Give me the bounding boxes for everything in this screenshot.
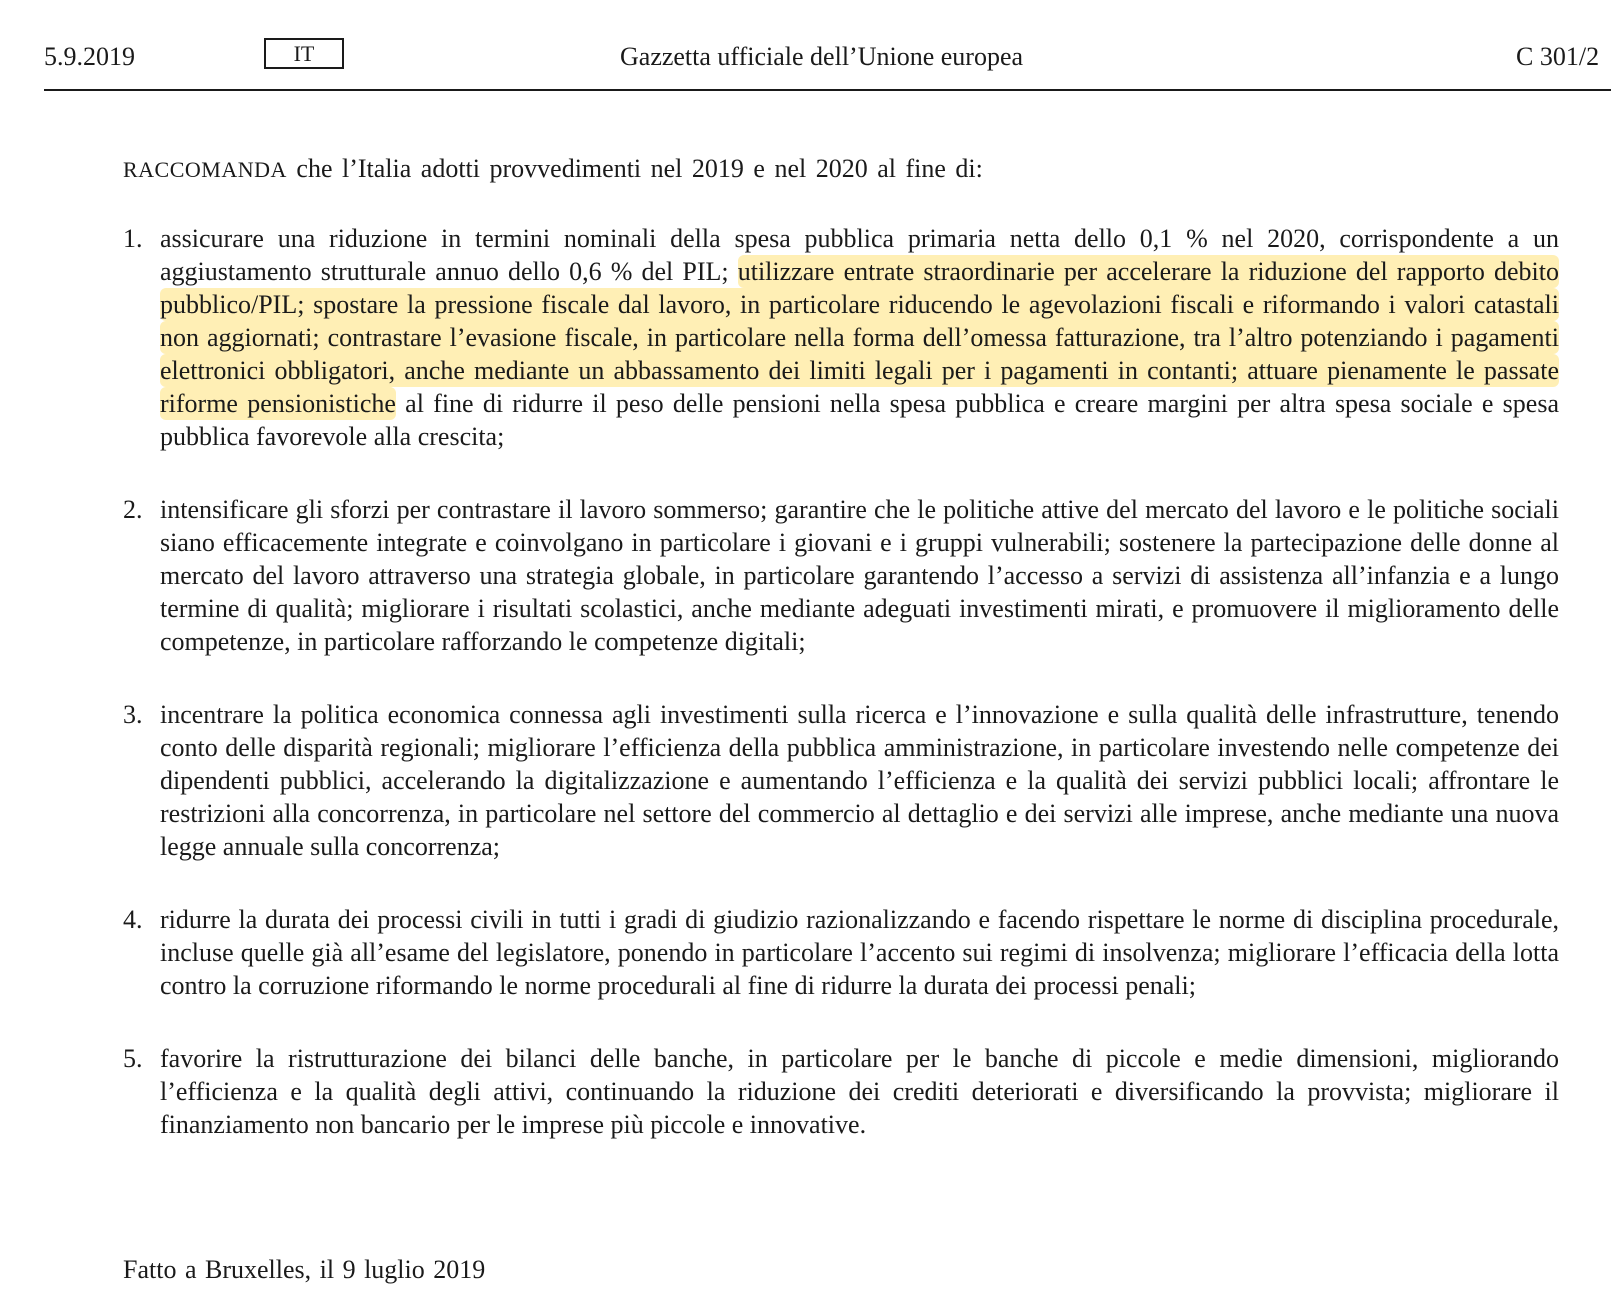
recommendation-item-3 [123,698,1559,863]
header-rule [44,89,1611,91]
item-number: 2. [123,495,143,524]
intro-lead: RACCOMANDA [123,157,287,182]
language-badge: IT [264,38,344,69]
recommendation-item-2 [123,493,1559,658]
recommendation-item-4 [123,903,1559,1002]
item-text-part: assicurare una riduzione in termini nominali della spesa pubblica primaria netta dello 0,1 % nel 2020, corrispondente a un aggiustamento strutturale annuo dello 0,6 % del PIL; [160,224,1559,286]
journal-header [0,0,1611,92]
intro-sentence [123,154,983,184]
item-text: incentrare la politica economica connessa agli investimenti sulla ricerca e l’innovazione e sulla qualità delle infrastrutture, tenendo conto delle disparità regionali; migliorare l’efficienza della pubblica amministrazione, in particolare investendo nelle competenze dei dipendenti pubblici, accelerando la digitalizzazione e aumentando l’efficienza e la qualità dei servizi pubblici locali; affrontare le restrizioni alla concorrenza, in particolare nel settore del commercio al dettaglio e dei servizi alle imprese, anche mediante una nuova legge annuale sulla concorrenza; [160,700,1559,861]
item-number: 3. [123,700,143,729]
journal-reference: C 301/2 [1516,42,1600,71]
recommendation-item-1 [123,222,1559,453]
item-text [160,222,1559,453]
item-text: ridurre la durata dei processi civili in tutti i gradi di giudizio razionalizzando e facendo rispettare le norme di disciplina procedurale, incluse quelle già all’esame del legislatore, ponendo in particolare l’accento sui regimi di insolvenza; migliorare l’efficacia della lotta contro la corruzione riformando le norme procedurali al fine di ridurre la durata dei processi penali; [160,905,1559,1000]
item-number: 4. [123,905,143,934]
intro-rest: che l’Italia adotti provvedimenti nel 2019 e nel 2020 al fine di: [286,154,983,183]
item-text: favorire la ristrutturazione dei bilanci delle banche, in particolare per le banche di piccole e medie dimensioni, migliorando l’efficienza e la qualità degli attivi, continuando la riduzione dei crediti deteriorati e diversificando la provvista; migliorare il finanziamento non bancario per le imprese più piccole e innovative. [160,1044,1559,1139]
item-text: intensificare gli sforzi per contrastare il lavoro sommerso; garantire che le politiche attive del mercato del lavoro e le politiche sociali siano efficacemente integrate e coinvolgano in particolare i giovani e i gruppi vulnerabili; sostenere la partecipazione delle donne al mercato del lavoro attraverso una strategia globale, in particolare garantendo l’accesso a servizi di assistenza all’infanzia e a lungo termine di qualità; migliorare i risultati scolastici, anche mediante adeguati investimenti mirati, e promuovere il miglioramento delle competenze, in particolare rafforzando le competenze digitali; [160,495,1559,656]
recommendation-item-5 [123,1042,1559,1141]
item-text-part: al fine di ridurre il peso delle pensioni nella spesa pubblica e creare margini per altra spesa sociale e spesa pubblica favorevole alla crescita; [160,389,1559,451]
item-number: 5. [123,1044,143,1073]
recommendation-list [123,222,1559,1181]
publication-date: 5.9.2019 [44,42,135,71]
closing-line: Fatto a Bruxelles, il 9 luglio 2019 [123,1255,486,1284]
journal-title: Gazzetta ufficiale dell’Unione europea [620,42,1024,71]
highlighted-text: utilizzare entrate straordinarie per accelerare la riduzione del rapporto debito pubblico/PIL; spostare la pressione fiscale dal lavoro, in particolare riducendo le agevolazioni fiscali e riformando i valori catastali non aggiornati; contrastare l’evasione fiscale, in particolare nella forma dell’omessa fatturazione, tra l’altro potenziando i pagamenti elettronici obbligatori, anche mediante un abbassamento dei limiti legali per i pagamenti in contanti; attuare pienamente le passate riforme pensionistiche [160,257,1559,418]
item-number: 1. [123,224,143,253]
